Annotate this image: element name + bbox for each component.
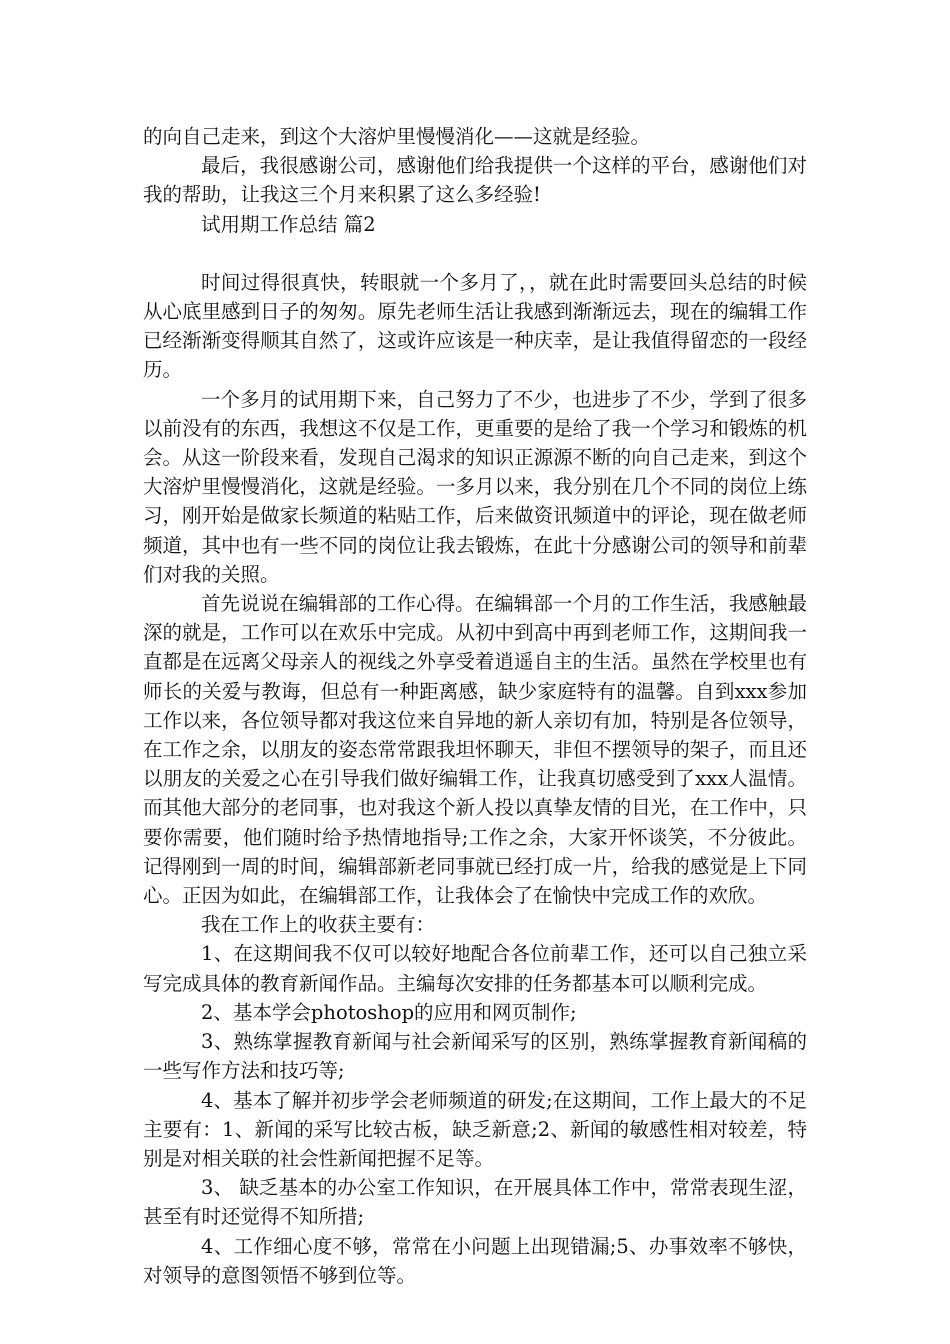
paragraph-thanks: 最后，我很感谢公司，感谢他们给我提供一个这样的平台，感谢他们对我的帮助，让我这三个月来积累了这么多经验! bbox=[143, 154, 807, 207]
list-item-weakness-3: 3、 缺乏基本的办公室工作知识，在开展具体工作中，常常表现生涩，甚至有时还觉得不知所措; bbox=[143, 1176, 807, 1229]
paragraph-editorial-experience: 首先说说在编辑部的工作心得。在编辑部一个月的工作生活，我感触最深的就是，工作可以在欢乐中完成。从初中到高中再到老师工作，这期间我一直都是在远离父母亲人的视线之外享受着逍遥自主的生活。虽然在学校里也有师长的关爱与教诲，但总有一种距离感，缺少家庭特有的温馨。自到xxx参加工作以来，各位领导都对我这位来自异地的新人亲切有加，特别是各位领导，在工作之余，以朋友的姿态常常跟我坦怀聊天，非但不摆领导的架子，而且还以朋友的关爱之心在引导我们做好编辑工作，让我真切感受到了xxx人温情。而其他大部分的老同事，也对我这个新人投以真挚友情的目光，在工作中，只要你需要，他们随时给予热情地指导;工作之余，大家开怀谈笑，不分彼此。记得刚到一周的时间，编辑部新老同事就已经打成一片，给我的感觉是上下同心。正因为如此，在编辑部工作，让我体会了在愉快中完成工作的欢欣。 bbox=[143, 592, 807, 908]
list-item-weakness-4: 4、工作细心度不够，常常在小问题上出现错漏;5、办事效率不够快，对领导的意图领悟不够到位等。 bbox=[143, 1234, 807, 1287]
paragraph-intro: 时间过得很真快，转眼就一个多月了，，就在此时需要回头总结的时候从心底里感到日子的匆匆。原先老师生活让我感到渐渐远去，现在的编辑工作已经渐渐变得顺其自然了，这或许应该是一种庆幸，是让我值得留恋的一段经历。 bbox=[143, 270, 807, 382]
paragraph-probation: 一个多月的试用期下来，自己努力了不少，也进步了不少，学到了很多以前没有的东西，我想这不仅是工作，更重要的是给了我一个学习和锻炼的机会。从这一阶段来看，发现自己渴求的知识正源源不断的向自己走来，到这个大溶炉里慢慢消化，这就是经验。一多月以来，我分别在几个不同的岗位上练习，刚开始是做家长频道的粘贴工作，后来做资讯频道中的评论，现在做老师频道，其中也有一些不同的岗位让我去锻炼，在此十分感谢公司的领导和前辈们对我的关照。 bbox=[143, 387, 807, 586]
section-heading: 试用期工作总结 篇2 bbox=[201, 212, 376, 236]
blank-line bbox=[143, 239, 807, 268]
list-item-gain-3: 3、熟练掌握教育新闻与社会新闻采写的区别，熟练掌握教育新闻稿的一些写作方法和技巧等; bbox=[143, 1030, 807, 1083]
list-item-gain-2: 2、基本学会photoshop的应用和网页制作; bbox=[201, 1000, 577, 1024]
document-body bbox=[143, 122, 807, 1290]
paragraph-continuation: 的向自己走来，到这个大溶炉里慢慢消化——这就是经验。 bbox=[143, 125, 651, 148]
paragraph-gains-heading: 我在工作上的收获主要有： bbox=[201, 913, 436, 937]
list-item-gain-1: 1、在这期间我不仅可以较好地配合各位前辈工作，还可以自己独立采写完成具体的教育新闻作品。主编每次安排的任务都基本可以顺利完成。 bbox=[143, 942, 807, 995]
list-item-gain-4: 4、基本了解并初步学会老师频道的研发;在这期间，工作上最大的不足主要有：1、新闻的采写比较古板，缺乏新意;2、新闻的敏感性相对较差，特别是对相关联的社会性新闻把握不足等。 bbox=[143, 1088, 807, 1170]
